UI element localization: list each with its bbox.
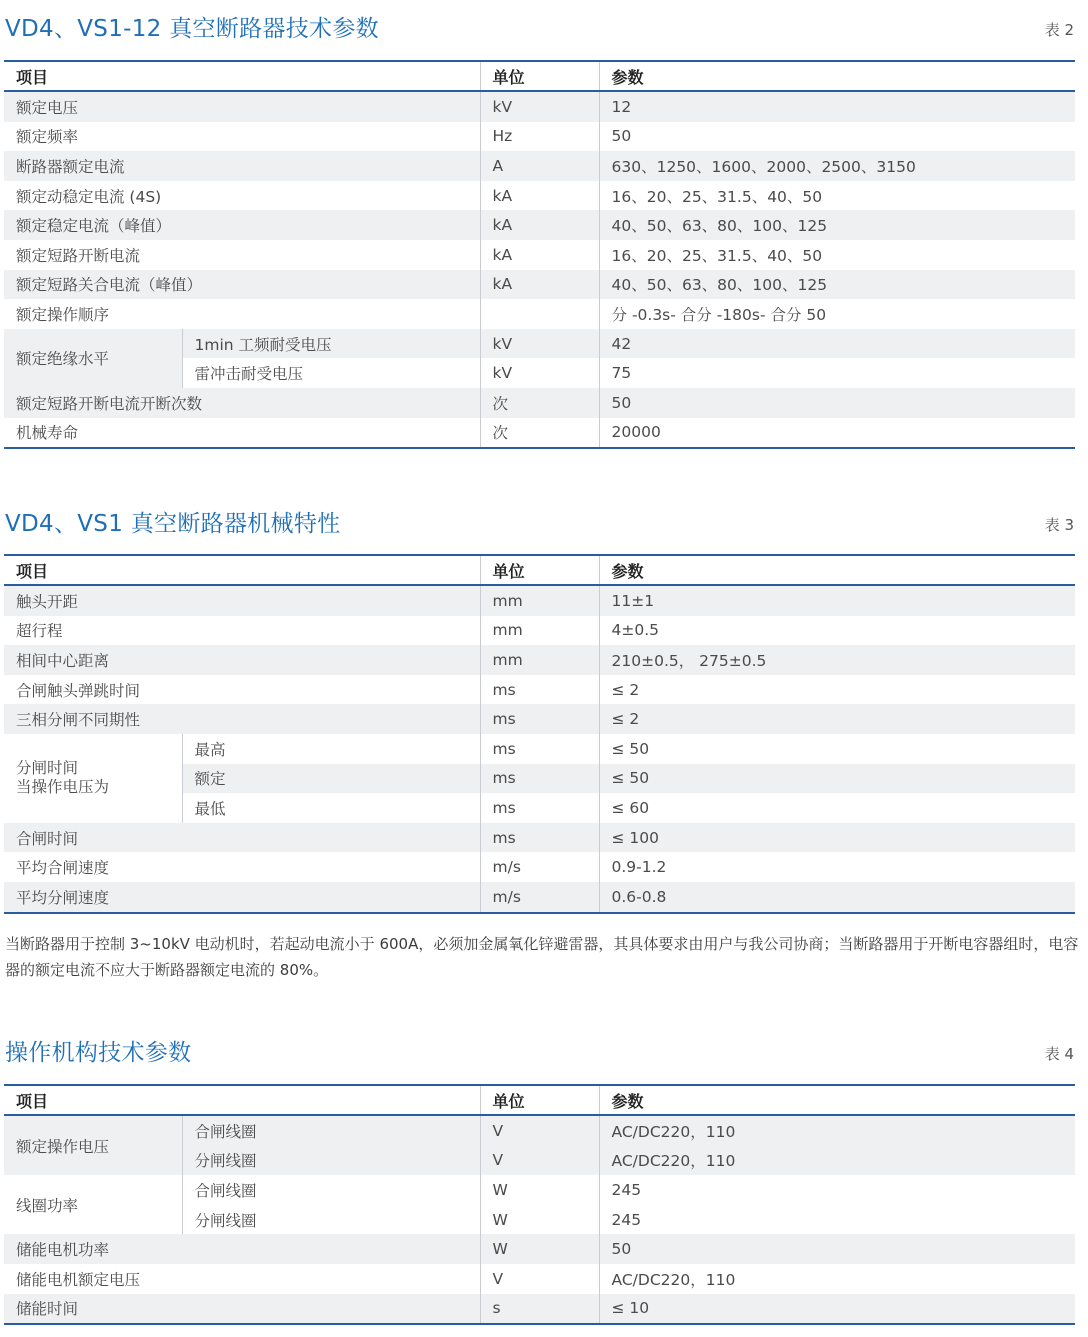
row-value: 50 (599, 388, 1075, 418)
row-value: 分 -0.3s- 合分 -180s- 合分 50 (599, 299, 1075, 329)
row-item: 额定短路开断电流 (16, 246, 141, 265)
row-value: ≤ 100 (599, 823, 1075, 853)
row-unit: ms (480, 675, 599, 705)
row-value: 40、50、63、80、100、125 (599, 210, 1075, 240)
row-value: 0.9-1.2 (599, 852, 1075, 882)
row-sub-item: 分闸线圈 (182, 1146, 480, 1176)
row-item-group: 额定操作电压 (4, 1115, 182, 1175)
header-item: 项目 (4, 1085, 480, 1115)
row-value: 4±0.5 (599, 616, 1075, 646)
table-row (4, 388, 1075, 418)
row-sub-item: 雷冲击耐受电压 (182, 358, 480, 388)
row-item: 断路器额定电流 (4, 151, 480, 181)
row-unit: V (480, 1146, 599, 1176)
table-header-row (4, 1085, 1075, 1115)
table4-title: 操作机构技术参数 (5, 1040, 192, 1066)
row-item: 合闸时间 (4, 823, 480, 853)
row-unit: V (480, 1264, 599, 1294)
row-unit: kA (480, 270, 599, 300)
row-value: 42 (599, 329, 1075, 359)
row-unit: kV (480, 329, 599, 359)
table-row (4, 299, 1075, 329)
row-value: ≤ 2 (599, 704, 1075, 734)
row-unit: ms (480, 704, 599, 734)
row-unit: mm (480, 645, 599, 675)
row-item: 额定稳定电流（峰值） (4, 210, 480, 240)
table-row (4, 882, 1075, 913)
row-value: 50 (599, 1234, 1075, 1264)
table-row (4, 645, 1075, 675)
row-unit: mm (480, 585, 599, 616)
row-value: 245 (599, 1205, 1075, 1235)
row-item: 储能电机额定电压 (16, 1270, 141, 1289)
row-item: 平均分闸速度 (4, 882, 480, 913)
row-value: 210±0.5， 275±0.5 (599, 645, 1075, 675)
row-item: 额定电压 (4, 91, 480, 122)
table-row (4, 1264, 1075, 1294)
row-value: 75 (599, 358, 1075, 388)
row-unit: Hz (480, 122, 599, 152)
table-row (4, 734, 1075, 764)
row-unit: kV (480, 91, 599, 122)
row-unit: m/s (480, 882, 599, 913)
row-value: 11±1 (599, 585, 1075, 616)
table-row (4, 329, 1075, 359)
table-row (4, 240, 1075, 270)
table-row (4, 91, 1075, 122)
row-item: 额定短路关合电流（峰值） (4, 270, 480, 300)
table-header-row (4, 61, 1075, 91)
row-unit: W (480, 1205, 599, 1235)
row-value: 12 (599, 91, 1075, 122)
header-unit: 单位 (480, 555, 599, 585)
row-item: 额定动稳定电流 (4S) (16, 187, 162, 206)
row-sub-item: 最高 (182, 734, 480, 764)
row-value: 245 (599, 1175, 1075, 1205)
header-param: 参数 (599, 555, 1075, 585)
row-value: 20000 (599, 418, 1075, 449)
row-item-line: 分闸时间 (16, 759, 79, 778)
header-unit: 单位 (480, 61, 599, 91)
row-value: AC/DC220，110 (599, 1115, 1075, 1146)
table-row (4, 675, 1075, 705)
table-row (4, 210, 1075, 240)
table2-number: 表 2 (1044, 21, 1074, 39)
table-row (4, 1115, 1075, 1146)
row-value: ≤ 50 (599, 764, 1075, 794)
table4-operating-mechanism-specs (4, 1084, 1075, 1325)
row-item: 三相分闸不同期性 (4, 704, 480, 734)
row-sub-item: 分闸线圈 (182, 1205, 480, 1235)
row-item: 额定短路开断电流开断次数 (4, 388, 480, 418)
table-row (4, 1175, 1075, 1205)
header-item: 项目 (4, 61, 480, 91)
table3-mechanical-characteristics (4, 554, 1075, 914)
row-value: 16、20、25、31.5、40、50 (599, 240, 1075, 270)
header-param: 参数 (599, 61, 1075, 91)
row-value: 630、1250、1600、2000、2500、3150 (599, 151, 1075, 181)
header-item: 项目 (4, 555, 480, 585)
row-sub-item: 合闸线圈 (182, 1175, 480, 1205)
row-item-group (4, 734, 182, 823)
table-row (4, 151, 1075, 181)
row-item: 触头开距 (4, 585, 480, 616)
table-row (4, 704, 1075, 734)
row-item: 额定操作顺序 (16, 305, 110, 324)
table2-circuit-breaker-specs (4, 60, 1075, 449)
table-row (4, 270, 1075, 300)
row-unit: V (480, 1115, 599, 1146)
table-row (4, 1294, 1075, 1325)
usage-note: 当断路器用于控制 3~10kV 电动机时，若起动电流小于 600A，必须加金属氧化锌避雷器，其具体要求由用户与我公司协商；当断路器用于开断电容器组时，电容器的额定电流不应大于断路器额定电流的 80%。 (5, 935, 1079, 979)
row-sub-item: 合闸线圈 (182, 1115, 480, 1146)
row-unit: ms (480, 764, 599, 794)
row-unit: ms (480, 823, 599, 853)
table3-title: VD4、VS1 真空断路器机械特性 (5, 511, 341, 537)
table-row (4, 585, 1075, 616)
row-unit (480, 299, 599, 329)
row-value: AC/DC220，110 (599, 1264, 1075, 1294)
row-unit: kA (480, 210, 599, 240)
row-item: 额定频率 (16, 128, 79, 147)
row-value: AC/DC220，110 (599, 1146, 1075, 1176)
header-param: 参数 (599, 1085, 1075, 1115)
row-item-group: 线圈功率 (4, 1175, 182, 1234)
table-row (4, 418, 1075, 449)
table-row (4, 616, 1075, 646)
row-unit: 次 (480, 388, 599, 418)
table-row (4, 181, 1075, 211)
table-row (4, 852, 1075, 882)
row-unit: kA (480, 240, 599, 270)
row-value: ≤ 10 (599, 1294, 1075, 1325)
row-unit: W (480, 1175, 599, 1205)
row-unit: kV (480, 358, 599, 388)
table-row (4, 823, 1075, 853)
table2-title: VD4、VS1-12 真空断路器技术参数 (5, 16, 379, 42)
row-item: 超行程 (16, 622, 63, 641)
row-value: ≤ 60 (599, 793, 1075, 823)
row-unit: s (480, 1294, 599, 1325)
row-sub-item: 最低 (182, 793, 480, 823)
row-value: ≤ 50 (599, 734, 1075, 764)
table3-number: 表 3 (1044, 516, 1074, 534)
table-header-row (4, 555, 1075, 585)
row-item: 储能电机功率 (4, 1234, 480, 1264)
row-value: 50 (599, 122, 1075, 152)
row-item-line: 当操作电压为 (16, 778, 110, 797)
row-item: 平均合闸速度 (16, 859, 110, 878)
row-sub-item: 额定 (182, 764, 480, 794)
header-unit: 单位 (480, 1085, 599, 1115)
row-value: 16、20、25、31.5、40、50 (599, 181, 1075, 211)
row-unit: m/s (480, 852, 599, 882)
row-value: ≤ 2 (599, 675, 1075, 705)
row-item-group: 额定绝缘水平 (4, 329, 182, 388)
row-unit: A (480, 151, 599, 181)
row-unit: kA (480, 181, 599, 211)
table-row (4, 1234, 1075, 1264)
row-item: 储能时间 (4, 1294, 480, 1325)
row-item: 相间中心距离 (4, 645, 480, 675)
row-value: 0.6-0.8 (599, 882, 1075, 913)
row-item: 机械寿命 (16, 424, 79, 443)
table4-number: 表 4 (1044, 1045, 1074, 1063)
row-item: 合闸触头弹跳时间 (16, 681, 141, 700)
row-unit: W (480, 1234, 599, 1264)
row-unit: mm (480, 616, 599, 646)
row-unit: ms (480, 793, 599, 823)
row-unit: ms (480, 734, 599, 764)
row-unit: 次 (480, 418, 599, 449)
table-row (4, 122, 1075, 152)
row-sub-item: 1min 工频耐受电压 (182, 329, 480, 359)
row-value: 40、50、63、80、100、125 (599, 270, 1075, 300)
